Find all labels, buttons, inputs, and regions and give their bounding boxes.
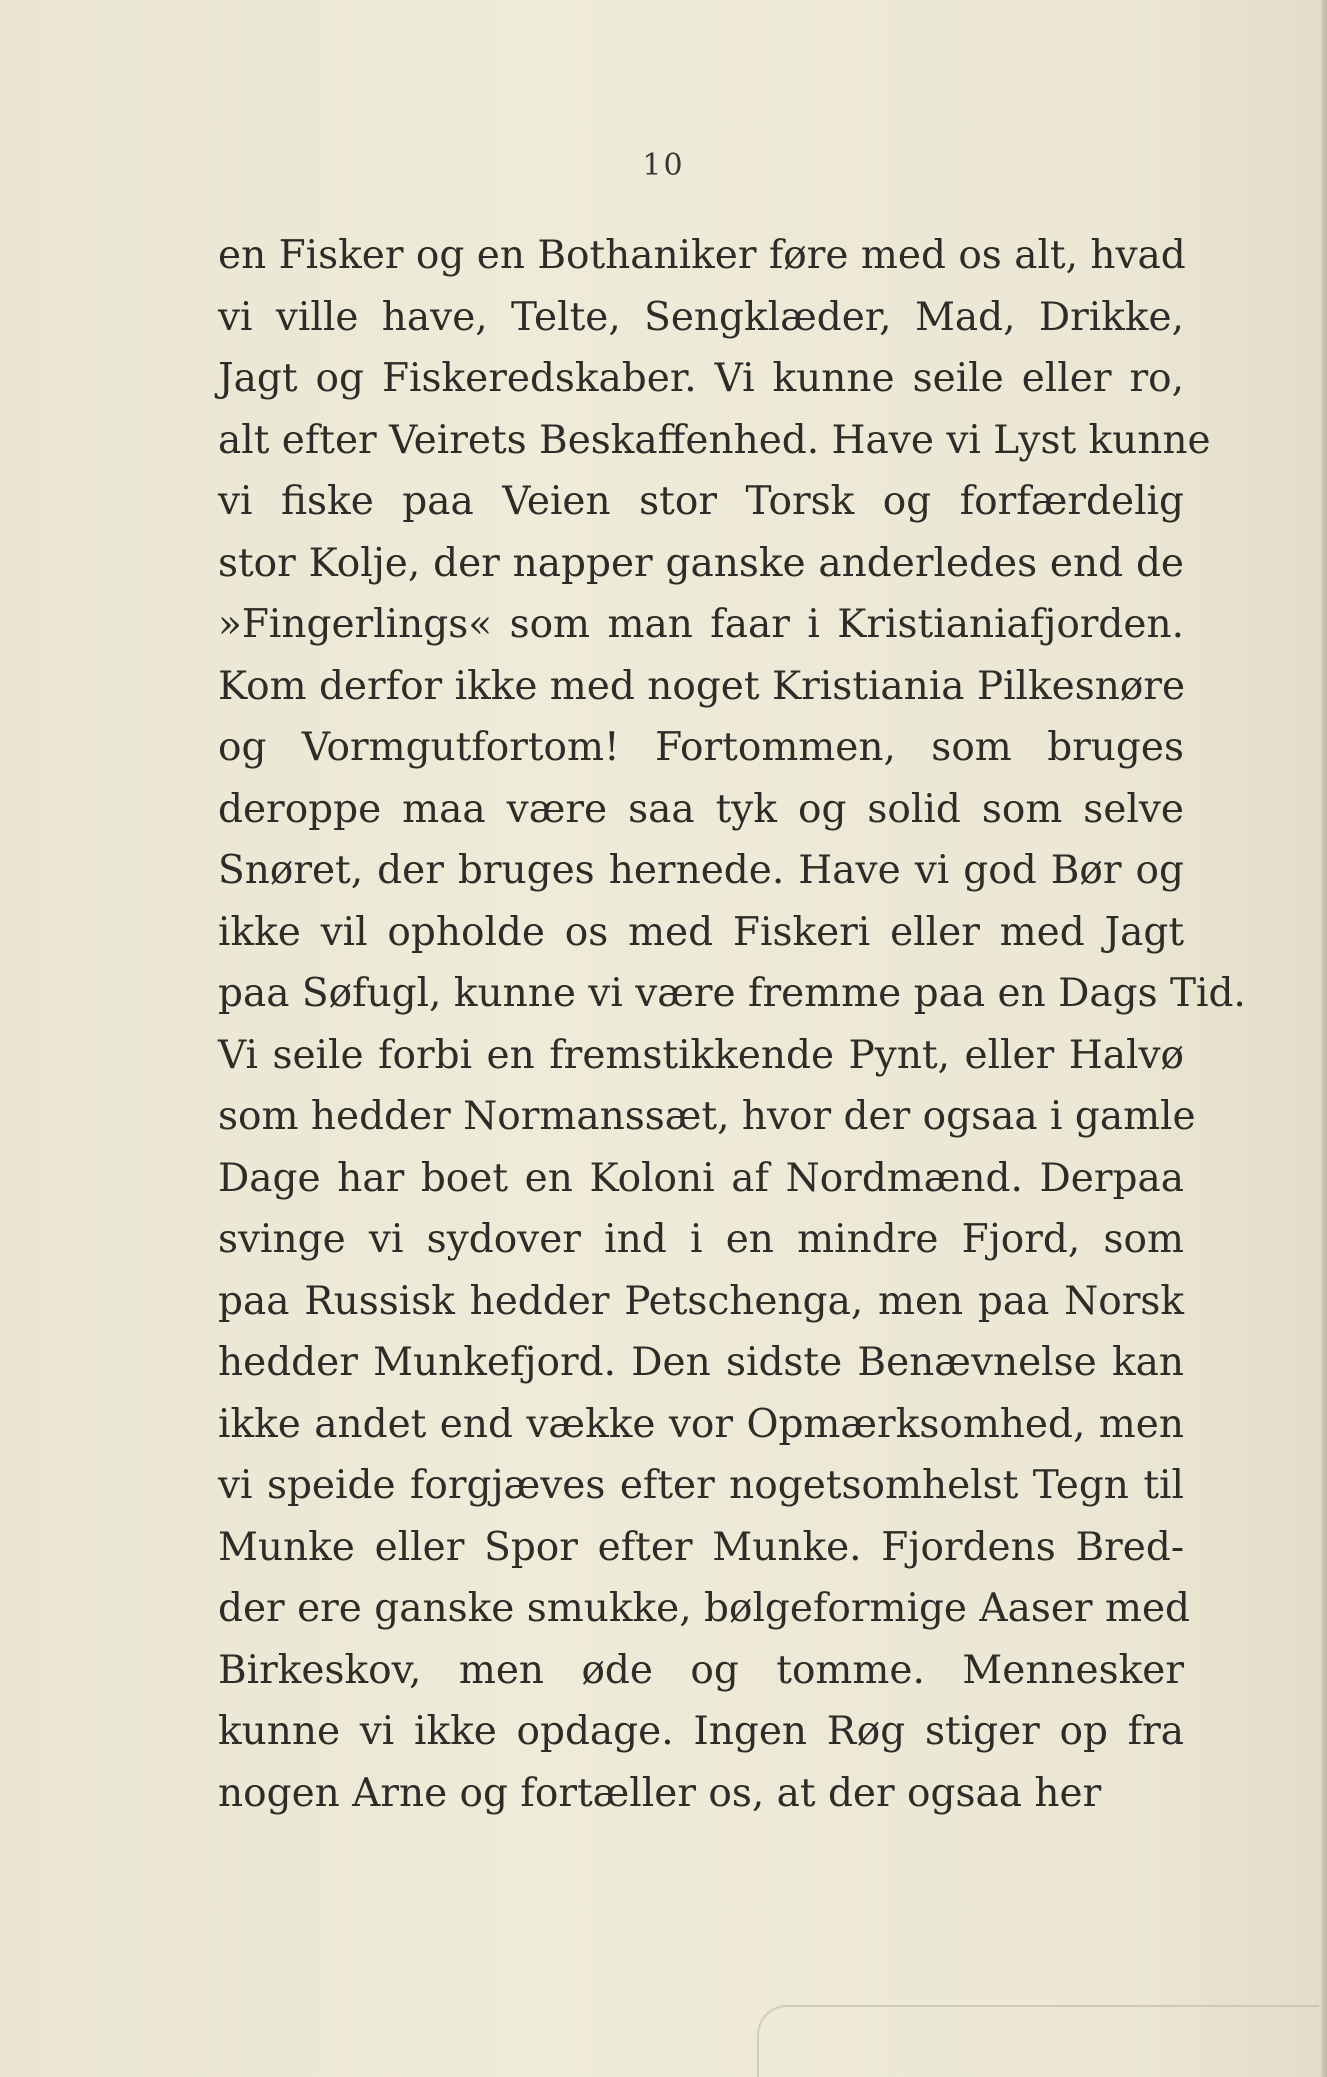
text-line: Vi seile forbi en fremstikkende Pynt, eller Halvø xyxy=(218,1032,1184,1078)
page-fold-mark xyxy=(757,2005,1319,2077)
text-line: Snøret, der bruges hernede. Have vi god Bør og xyxy=(218,848,1184,893)
text-line: hedder Munkefjord. Den sidste Benævnelse kan xyxy=(218,1340,1184,1385)
text-line: deroppe maa være saa tyk og solid som selve xyxy=(218,786,1184,832)
text-line: »Fingerlings« som man faar i Kristianiafjorden. xyxy=(218,602,1184,647)
text-line: kunne vi ikke opdage. Ingen Røg stiger op fra xyxy=(218,1709,1184,1754)
text-line: ikke andet end vække vor Opmærksomhed, men xyxy=(218,1401,1184,1447)
text-line: svinge vi sydover ind i en mindre Fjord, som xyxy=(218,1217,1184,1262)
text-line: stor Kolje, der napper ganske anderledes end de xyxy=(218,540,1184,586)
text-line: vi ville have, Telte, Sengklæder, Mad, Drikke, xyxy=(218,294,1184,340)
text-line: paa Søfugl, kunne vi være fremme paa en Dags Tid. xyxy=(218,971,1246,1016)
page-edge xyxy=(1321,0,1327,2077)
text-line: ikke vil opholde os med Fiskeri eller med Jagt xyxy=(218,909,1184,955)
text-line: vi speide forgjæves efter nogetsomhelst Tegn til xyxy=(218,1463,1184,1508)
text-line: der ere ganske smukke, bølgeformige Aaser med xyxy=(218,1586,1190,1631)
text-line: Munke eller Spor efter Munke. Fjordens Bred- xyxy=(218,1524,1184,1570)
text-line: Jagt og Fiskeredskaber. Vi kunne seile eller ro, xyxy=(218,356,1184,401)
text-line: nogen Arne og fortæller os, at der ogsaa her xyxy=(218,1770,1102,1816)
text-line: en Fisker og en Bothaniker føre med os alt, hvad xyxy=(218,233,1186,278)
text-line: og Vormgutfortom! Fortommen, som bruges xyxy=(218,725,1184,770)
text-line: Dage har boet en Koloni af Nordmænd. Derpaa xyxy=(218,1155,1184,1201)
page-number: 10 xyxy=(642,148,685,183)
text-line: vi fiske paa Veien stor Torsk og forfærdelig xyxy=(218,479,1184,524)
text-line: som hedder Normanssæt, hvor der ogsaa i gamle xyxy=(218,1094,1196,1139)
text-line: Kom derfor ikke med noget Kristiania Pilkesnøre xyxy=(218,663,1186,709)
text-line: alt efter Veirets Beskaffenhed. Have vi Lyst kunne xyxy=(218,417,1211,463)
text-line: paa Russisk hedder Petschenga, men paa Norsk xyxy=(218,1278,1184,1324)
body-text xyxy=(218,225,1246,1824)
text-line: Birkeskov, men øde og tomme. Mennesker xyxy=(218,1647,1184,1693)
